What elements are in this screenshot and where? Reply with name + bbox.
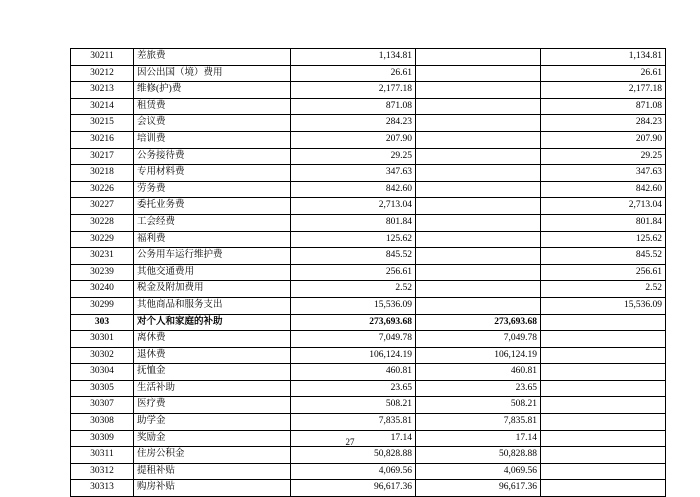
table-row [71, 131, 666, 148]
row-amount-1: 801.84 [291, 214, 416, 231]
row-amount-2: 23.65 [416, 380, 541, 397]
row-amount-1: 347.63 [291, 165, 416, 182]
table-row [71, 165, 666, 182]
row-amount-1: 15,536.09 [291, 297, 416, 314]
row-code: 30301 [71, 331, 134, 348]
row-code: 30218 [71, 165, 134, 182]
row-name: 医疗费 [134, 397, 291, 414]
table-row [71, 347, 666, 364]
row-name: 差旅费 [134, 49, 291, 66]
row-amount-1: 2,177.18 [291, 82, 416, 99]
row-name: 其他商品和服务支出 [134, 297, 291, 314]
row-amount-2 [416, 198, 541, 215]
row-code: 30311 [71, 447, 134, 464]
row-amount-3 [541, 314, 666, 331]
row-amount-3 [541, 364, 666, 381]
row-code: 30211 [71, 49, 134, 66]
row-amount-1: 207.90 [291, 131, 416, 148]
row-code: 30239 [71, 264, 134, 281]
row-amount-2 [416, 281, 541, 298]
financial-table [70, 48, 666, 497]
table-row [71, 281, 666, 298]
row-amount-1: 7,835.81 [291, 414, 416, 431]
row-code: 30217 [71, 148, 134, 165]
table-row [71, 414, 666, 431]
row-code: 30231 [71, 248, 134, 265]
row-code: 30305 [71, 380, 134, 397]
row-code: 30304 [71, 364, 134, 381]
table-row [71, 231, 666, 248]
table-row [71, 148, 666, 165]
row-amount-2 [416, 165, 541, 182]
row-amount-3 [541, 414, 666, 431]
row-amount-3: 347.63 [541, 165, 666, 182]
row-amount-2 [416, 148, 541, 165]
row-name: 工会经费 [134, 214, 291, 231]
row-amount-3: 2.52 [541, 281, 666, 298]
table-row [71, 82, 666, 99]
row-amount-2: 460.81 [416, 364, 541, 381]
row-code: 30226 [71, 181, 134, 198]
row-amount-3: 26.61 [541, 65, 666, 82]
row-amount-2 [416, 231, 541, 248]
row-amount-1: 125.62 [291, 231, 416, 248]
row-name: 培训费 [134, 131, 291, 148]
row-name: 会议费 [134, 115, 291, 132]
table-row [71, 397, 666, 414]
row-amount-3 [541, 331, 666, 348]
table-row [71, 380, 666, 397]
row-amount-1: 2,713.04 [291, 198, 416, 215]
row-amount-2 [416, 181, 541, 198]
table-row [71, 248, 666, 265]
row-amount-1: 256.61 [291, 264, 416, 281]
row-amount-3: 1,134.81 [541, 49, 666, 66]
row-amount-2 [416, 98, 541, 115]
row-code: 303 [71, 314, 134, 331]
row-amount-2: 4,069.56 [416, 463, 541, 480]
row-name: 因公出国（境）费用 [134, 65, 291, 82]
row-amount-1: 26.61 [291, 65, 416, 82]
row-name: 对个人和家庭的补助 [134, 314, 291, 331]
table-row [71, 314, 666, 331]
row-amount-2 [416, 297, 541, 314]
row-amount-3 [541, 397, 666, 414]
row-code: 30309 [71, 430, 134, 447]
row-code: 30299 [71, 297, 134, 314]
row-amount-1: 273,693.68 [291, 314, 416, 331]
table-row [71, 331, 666, 348]
row-name: 抚恤金 [134, 364, 291, 381]
table-row [71, 115, 666, 132]
row-name: 公务用车运行维护费 [134, 248, 291, 265]
row-code: 30307 [71, 397, 134, 414]
table-row [71, 463, 666, 480]
row-amount-2: 7,049.78 [416, 331, 541, 348]
row-amount-3 [541, 480, 666, 497]
row-code: 30313 [71, 480, 134, 497]
row-amount-2 [416, 49, 541, 66]
row-amount-3 [541, 447, 666, 464]
row-name: 离休费 [134, 331, 291, 348]
row-name: 奖励金 [134, 430, 291, 447]
row-amount-3 [541, 380, 666, 397]
row-amount-2: 50,828.88 [416, 447, 541, 464]
table-row [71, 264, 666, 281]
row-code: 30215 [71, 115, 134, 132]
row-code: 30302 [71, 347, 134, 364]
row-name: 提租补贴 [134, 463, 291, 480]
row-amount-1: 871.08 [291, 98, 416, 115]
row-amount-3: 801.84 [541, 214, 666, 231]
row-amount-1: 845.52 [291, 248, 416, 265]
row-code: 30216 [71, 131, 134, 148]
row-code: 30312 [71, 463, 134, 480]
row-name: 税金及附加费用 [134, 281, 291, 298]
row-amount-1: 50,828.88 [291, 447, 416, 464]
row-amount-2: 508.21 [416, 397, 541, 414]
row-amount-1: 460.81 [291, 364, 416, 381]
financial-table-container [70, 48, 662, 497]
row-amount-3: 845.52 [541, 248, 666, 265]
row-amount-1: 1,134.81 [291, 49, 416, 66]
row-amount-3: 842.60 [541, 181, 666, 198]
row-code: 30228 [71, 214, 134, 231]
row-name: 福利费 [134, 231, 291, 248]
row-amount-2 [416, 214, 541, 231]
table-row [71, 181, 666, 198]
row-amount-1: 842.60 [291, 181, 416, 198]
row-amount-1: 2.52 [291, 281, 416, 298]
row-amount-3: 871.08 [541, 98, 666, 115]
row-amount-1: 7,049.78 [291, 331, 416, 348]
row-amount-1: 17.14 [291, 430, 416, 447]
row-amount-3 [541, 347, 666, 364]
table-row [71, 214, 666, 231]
row-name: 租赁费 [134, 98, 291, 115]
row-amount-3: 125.62 [541, 231, 666, 248]
table-row [71, 480, 666, 497]
row-amount-2: 7,835.81 [416, 414, 541, 431]
row-name: 其他交通费用 [134, 264, 291, 281]
row-code: 30229 [71, 231, 134, 248]
row-name: 退休费 [134, 347, 291, 364]
row-amount-2 [416, 115, 541, 132]
row-amount-2 [416, 65, 541, 82]
row-name: 公务接待费 [134, 148, 291, 165]
row-amount-2 [416, 264, 541, 281]
row-code: 30240 [71, 281, 134, 298]
row-amount-3: 2,713.04 [541, 198, 666, 215]
row-amount-1: 106,124.19 [291, 347, 416, 364]
row-amount-3: 29.25 [541, 148, 666, 165]
row-code: 30308 [71, 414, 134, 431]
page-number: 27 [345, 437, 355, 447]
row-amount-2 [416, 248, 541, 265]
row-name: 住房公积金 [134, 447, 291, 464]
row-name: 购房补贴 [134, 480, 291, 497]
row-amount-3: 207.90 [541, 131, 666, 148]
row-amount-3: 2,177.18 [541, 82, 666, 99]
row-amount-2 [416, 82, 541, 99]
table-row [71, 447, 666, 464]
row-amount-3: 284.23 [541, 115, 666, 132]
table-row [71, 49, 666, 66]
row-amount-2: 106,124.19 [416, 347, 541, 364]
row-code: 30214 [71, 98, 134, 115]
table-row [71, 364, 666, 381]
row-amount-1: 284.23 [291, 115, 416, 132]
row-name: 维修(护)费 [134, 82, 291, 99]
table-row [71, 65, 666, 82]
row-name: 委托业务费 [134, 198, 291, 215]
row-code: 30227 [71, 198, 134, 215]
row-code: 30213 [71, 82, 134, 99]
row-name: 专用材料费 [134, 165, 291, 182]
table-row [71, 98, 666, 115]
row-amount-3: 15,536.09 [541, 297, 666, 314]
table-row [71, 198, 666, 215]
row-amount-1: 23.65 [291, 380, 416, 397]
row-amount-1: 4,069.56 [291, 463, 416, 480]
row-amount-1: 29.25 [291, 148, 416, 165]
table-body [71, 49, 666, 497]
row-name: 劳务费 [134, 181, 291, 198]
row-amount-3 [541, 463, 666, 480]
row-name: 助学金 [134, 414, 291, 431]
row-amount-1: 508.21 [291, 397, 416, 414]
row-name: 生活补助 [134, 380, 291, 397]
table-row [71, 297, 666, 314]
row-amount-2 [416, 131, 541, 148]
row-amount-1: 96,617.36 [291, 480, 416, 497]
row-amount-2: 96,617.36 [416, 480, 541, 497]
row-amount-3: 256.61 [541, 264, 666, 281]
row-code: 30212 [71, 65, 134, 82]
row-amount-2: 273,693.68 [416, 314, 541, 331]
row-amount-2: 17.14 [416, 430, 541, 447]
